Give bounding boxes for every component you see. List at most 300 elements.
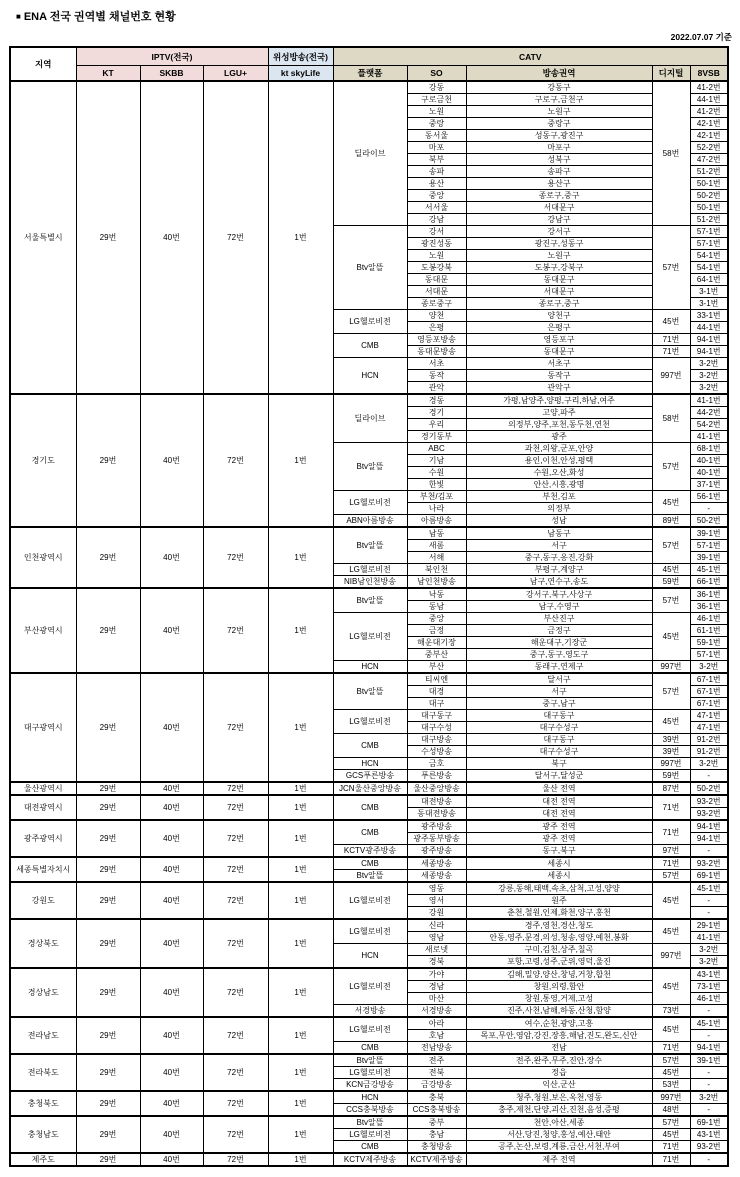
vsb-cell: 50-1번 — [690, 202, 728, 214]
digital-cell: 57번 — [652, 870, 690, 883]
so-cell: 한빛 — [407, 479, 466, 491]
vsb-cell: - — [690, 1005, 728, 1018]
vsb-cell: - — [690, 1067, 728, 1079]
vsb-cell: 3-2번 — [690, 944, 728, 956]
vsb-cell: 52-2번 — [690, 142, 728, 154]
table-row — [10, 394, 728, 407]
platform-cell: HCN — [333, 661, 407, 674]
skylife-channel-cell: 1번 — [268, 782, 333, 795]
header-row-columns — [10, 66, 728, 82]
table-header — [10, 47, 728, 81]
area-cell: 서대문구 — [466, 202, 652, 214]
so-cell: 서서울 — [407, 202, 466, 214]
platform-cell: 서경방송 — [333, 1005, 407, 1018]
area-cell: 세종시 — [466, 870, 652, 883]
table-row — [10, 1091, 728, 1104]
region-cell: 울산광역시 — [10, 782, 76, 795]
skbb-channel-cell: 40번 — [140, 1091, 203, 1116]
area-cell: 안동,영주,문경,의성,청송,영양,예천,봉화 — [466, 932, 652, 944]
vsb-cell: 94-1번 — [690, 346, 728, 358]
col-header-digital: 디지털 — [652, 66, 690, 82]
vsb-cell: 94-1번 — [690, 833, 728, 845]
area-cell: 북구 — [466, 758, 652, 770]
so-cell: 광주방송 — [407, 845, 466, 858]
col-header-skbb: SKBB — [140, 66, 203, 82]
vsb-cell: 41-1번 — [690, 394, 728, 407]
so-cell: 대구 — [407, 698, 466, 710]
digital-cell: 53번 — [652, 1079, 690, 1092]
so-cell: 마포 — [407, 142, 466, 154]
so-cell: 금강방송 — [407, 1079, 466, 1092]
area-cell: 남동구 — [466, 527, 652, 540]
platform-cell: LG헬로비전 — [333, 1129, 407, 1141]
lgu-channel-cell: 72번 — [203, 1153, 268, 1166]
so-cell: 북부 — [407, 154, 466, 166]
skbb-channel-cell: 40번 — [140, 795, 203, 820]
kt-channel-cell: 29번 — [76, 527, 140, 588]
col-header-kt: KT — [76, 66, 140, 82]
so-cell: 가야 — [407, 968, 466, 981]
platform-cell: Btv알뜰 — [333, 1116, 407, 1129]
so-cell: 아라 — [407, 1017, 466, 1030]
so-cell: 경북 — [407, 956, 466, 969]
digital-cell: 73번 — [652, 1005, 690, 1018]
platform-cell: HCN — [333, 758, 407, 770]
platform-cell: KCTV광주방송 — [333, 845, 407, 858]
digital-cell: 57번 — [652, 673, 690, 710]
kt-channel-cell: 29번 — [76, 919, 140, 968]
header-row-groups — [10, 47, 728, 66]
area-cell: 동대문구 — [466, 274, 652, 286]
kt-channel-cell: 29번 — [76, 1153, 140, 1166]
area-cell: 김해,밀양,양산,창녕,거창,합천 — [466, 968, 652, 981]
so-cell: 중부산 — [407, 649, 466, 661]
so-cell: 전남방송 — [407, 1042, 466, 1055]
vsb-cell: 69-1번 — [690, 870, 728, 883]
kt-channel-cell: 29번 — [76, 782, 140, 795]
skbb-channel-cell: 40번 — [140, 919, 203, 968]
area-cell: 노원구 — [466, 250, 652, 262]
area-cell: 전남 — [466, 1042, 652, 1055]
vsb-cell: 39-1번 — [690, 552, 728, 564]
so-cell: 새롬 — [407, 540, 466, 552]
lgu-channel-cell: 72번 — [203, 795, 268, 820]
area-cell: 대구동구 — [466, 710, 652, 722]
platform-cell: LG헬로비전 — [333, 919, 407, 944]
platform-cell: HCN — [333, 358, 407, 395]
region-cell: 대전광역시 — [10, 795, 76, 820]
area-cell: 광주 전역 — [466, 820, 652, 833]
so-cell: 해운대기장 — [407, 637, 466, 649]
so-cell: 충남 — [407, 1129, 466, 1141]
digital-cell: 71번 — [652, 334, 690, 346]
area-cell: 울산 전역 — [466, 782, 652, 795]
lgu-channel-cell: 72번 — [203, 820, 268, 857]
table-row — [10, 968, 728, 981]
skbb-channel-cell: 40번 — [140, 1054, 203, 1091]
platform-cell: CMB — [333, 334, 407, 358]
skylife-channel-cell: 1번 — [268, 882, 333, 919]
vsb-cell: 44-1번 — [690, 322, 728, 334]
area-cell: 종로구,중구 — [466, 298, 652, 310]
so-cell: 동대문방송 — [407, 346, 466, 358]
vsb-cell: 47-2번 — [690, 154, 728, 166]
table-row — [10, 919, 728, 932]
area-cell: 성동구,광진구 — [466, 130, 652, 142]
so-cell: KCTV제주방송 — [407, 1153, 466, 1166]
vsb-cell: 40-1번 — [690, 455, 728, 467]
col-header-platform: 플랫폼 — [333, 66, 407, 82]
area-cell: 의정부 — [466, 503, 652, 515]
so-cell: 전북 — [407, 1067, 466, 1079]
so-cell: 동대전방송 — [407, 808, 466, 821]
digital-cell: 87번 — [652, 782, 690, 795]
digital-cell: 57번 — [652, 1054, 690, 1067]
so-cell: 광주동부방송 — [407, 833, 466, 845]
platform-cell: LG헬로비전 — [333, 310, 407, 334]
so-cell: 송파 — [407, 166, 466, 178]
col-header-catv: CATV — [333, 47, 728, 66]
so-cell: 기남 — [407, 455, 466, 467]
platform-cell: Btv알뜰 — [333, 673, 407, 710]
lgu-channel-cell: 72번 — [203, 527, 268, 588]
area-cell: 중구,남구 — [466, 698, 652, 710]
platform-cell: CMB — [333, 795, 407, 820]
title-bullet-icon: ■ — [16, 12, 21, 21]
so-cell: 대경 — [407, 686, 466, 698]
vsb-cell: 43-1번 — [690, 1129, 728, 1141]
platform-cell: CMB — [333, 857, 407, 870]
area-cell: 춘천,철원,인제,화천,양구,홍천 — [466, 907, 652, 920]
area-cell: 도봉구,강북구 — [466, 262, 652, 274]
skbb-channel-cell: 40번 — [140, 81, 203, 394]
table-row — [10, 1054, 728, 1067]
table-row — [10, 588, 728, 601]
digital-cell: 997번 — [652, 358, 690, 395]
table-row — [10, 527, 728, 540]
so-cell: 마산 — [407, 993, 466, 1005]
col-header-skylife: kt skyLife — [268, 66, 333, 82]
vsb-cell: 41-2번 — [690, 106, 728, 118]
vsb-cell: - — [690, 503, 728, 515]
table-row — [10, 1116, 728, 1129]
vsb-cell: 41-2번 — [690, 81, 728, 94]
vsb-cell: 94-1번 — [690, 1042, 728, 1055]
so-cell: 경남 — [407, 981, 466, 993]
so-cell: 중랑 — [407, 118, 466, 130]
skbb-channel-cell: 40번 — [140, 820, 203, 857]
platform-cell: Btv알뜰 — [333, 1054, 407, 1067]
platform-cell: LG헬로비전 — [333, 968, 407, 1005]
vsb-cell: 42-1번 — [690, 118, 728, 130]
so-cell: 충북 — [407, 1091, 466, 1104]
vsb-cell: 42-1번 — [690, 130, 728, 142]
so-cell: 노원 — [407, 106, 466, 118]
digital-cell: 45번 — [652, 564, 690, 576]
vsb-cell: 47-1번 — [690, 722, 728, 734]
digital-cell: 97번 — [652, 845, 690, 858]
vsb-cell: 3-2번 — [690, 370, 728, 382]
kt-channel-cell: 29번 — [76, 1116, 140, 1153]
vsb-cell: 3-2번 — [690, 382, 728, 395]
table-row — [10, 673, 728, 686]
region-cell: 서울특별시 — [10, 81, 76, 394]
area-cell: 공주,논산,보령,계룡,금산,서천,부여 — [466, 1141, 652, 1154]
area-cell: 중구,동구,옹진,강화 — [466, 552, 652, 564]
area-cell: 강남구 — [466, 214, 652, 226]
so-cell: 신라 — [407, 919, 466, 932]
platform-cell: 딜라이브 — [333, 81, 407, 226]
table-row — [10, 782, 728, 795]
so-cell: 남인천방송 — [407, 576, 466, 589]
area-cell: 충주,제천,단양,괴산,진천,음성,증평 — [466, 1104, 652, 1117]
platform-cell: CMB — [333, 1042, 407, 1055]
area-cell: 중랑구 — [466, 118, 652, 130]
vsb-cell: 93-2번 — [690, 808, 728, 821]
vsb-cell: 91-2번 — [690, 746, 728, 758]
area-cell: 노원구 — [466, 106, 652, 118]
col-header-lgu: LGU+ — [203, 66, 268, 82]
vsb-cell: 43-1번 — [690, 968, 728, 981]
platform-cell: JCN울산중앙방송 — [333, 782, 407, 795]
vsb-cell: 45-1번 — [690, 882, 728, 895]
so-cell: 서대문 — [407, 286, 466, 298]
so-cell: CCS충북방송 — [407, 1104, 466, 1117]
vsb-cell: 3-1번 — [690, 286, 728, 298]
so-cell: 호남 — [407, 1030, 466, 1042]
so-cell: 아름방송 — [407, 515, 466, 528]
vsb-cell: 91-2번 — [690, 734, 728, 746]
vsb-cell: 33-1번 — [690, 310, 728, 322]
so-cell: 남동 — [407, 527, 466, 540]
vsb-cell: 3-2번 — [690, 661, 728, 674]
area-cell: 포항,고령,성주,군위,영덕,울진 — [466, 956, 652, 969]
platform-cell: Btv알뜰 — [333, 870, 407, 883]
vsb-cell: 39-1번 — [690, 527, 728, 540]
table-row — [10, 1017, 728, 1030]
area-cell: 송파구 — [466, 166, 652, 178]
area-cell: 동작구 — [466, 370, 652, 382]
table-row — [10, 820, 728, 833]
area-cell: 천안,아산,세종 — [466, 1116, 652, 1129]
so-cell: 구로금천 — [407, 94, 466, 106]
kt-channel-cell: 29번 — [76, 1017, 140, 1054]
region-cell: 경기도 — [10, 394, 76, 527]
area-cell: 부산진구 — [466, 613, 652, 625]
skylife-channel-cell: 1번 — [268, 1091, 333, 1116]
lgu-channel-cell: 72번 — [203, 1116, 268, 1153]
platform-cell: CMB — [333, 820, 407, 845]
platform-cell: LG헬로비전 — [333, 1067, 407, 1079]
so-cell: 영등포방송 — [407, 334, 466, 346]
so-cell: 중부 — [407, 1116, 466, 1129]
so-cell: 대전방송 — [407, 795, 466, 808]
platform-cell: CMB — [333, 734, 407, 758]
digital-cell: 71번 — [652, 857, 690, 870]
region-cell: 세종특별자치시 — [10, 857, 76, 882]
skylife-channel-cell: 1번 — [268, 1054, 333, 1091]
so-cell: 부산 — [407, 661, 466, 674]
skylife-channel-cell: 1번 — [268, 968, 333, 1017]
area-cell: 대전 전역 — [466, 795, 652, 808]
skylife-channel-cell: 1번 — [268, 527, 333, 588]
area-cell: 관악구 — [466, 382, 652, 395]
area-cell: 서구 — [466, 686, 652, 698]
digital-cell: 71번 — [652, 1042, 690, 1055]
platform-cell: Btv알뜰 — [333, 527, 407, 564]
digital-cell: 58번 — [652, 394, 690, 443]
kt-channel-cell: 29번 — [76, 1054, 140, 1091]
vsb-cell: 68-1번 — [690, 443, 728, 455]
vsb-cell: 93-2번 — [690, 795, 728, 808]
vsb-cell: 47-1번 — [690, 710, 728, 722]
area-cell: 부천,김포 — [466, 491, 652, 503]
area-cell: 가평,남양주,양평,구리,하남,여주 — [466, 394, 652, 407]
so-cell: 티씨엔 — [407, 673, 466, 686]
vsb-cell: 57-1번 — [690, 238, 728, 250]
skylife-channel-cell: 1번 — [268, 919, 333, 968]
area-cell: 대구수성구 — [466, 722, 652, 734]
area-cell: 창원,통영,거제,고성 — [466, 993, 652, 1005]
so-cell: 서해 — [407, 552, 466, 564]
area-cell: 진주,사천,남해,하동,산청,함양 — [466, 1005, 652, 1018]
vsb-cell: 54-1번 — [690, 250, 728, 262]
so-cell: 경기 — [407, 407, 466, 419]
platform-cell: HCN — [333, 1091, 407, 1104]
skbb-channel-cell: 40번 — [140, 857, 203, 882]
region-cell: 인천광역시 — [10, 527, 76, 588]
skbb-channel-cell: 40번 — [140, 782, 203, 795]
so-cell: 우리 — [407, 419, 466, 431]
digital-cell: 71번 — [652, 795, 690, 820]
digital-cell: 58번 — [652, 81, 690, 226]
vsb-cell: 93-2번 — [690, 1141, 728, 1154]
so-cell: 세종방송 — [407, 870, 466, 883]
platform-cell: NIB남인천방송 — [333, 576, 407, 589]
region-cell: 전라남도 — [10, 1017, 76, 1054]
platform-cell: Btv알뜰 — [333, 226, 407, 310]
so-cell: 강동 — [407, 81, 466, 94]
channel-number-table — [9, 46, 729, 1167]
date-note: 2022.07.07 기준 — [670, 32, 732, 42]
area-cell: 청주,청원,보은,옥천,영동 — [466, 1091, 652, 1104]
digital-cell: 45번 — [652, 968, 690, 1005]
area-cell: 서구 — [466, 540, 652, 552]
area-cell: 달서구 — [466, 673, 652, 686]
vsb-cell: 57-1번 — [690, 540, 728, 552]
digital-cell: 45번 — [652, 491, 690, 515]
so-cell: 영서 — [407, 895, 466, 907]
area-cell: 중구,동구,영도구 — [466, 649, 652, 661]
so-cell: 충청방송 — [407, 1141, 466, 1154]
vsb-cell: - — [690, 845, 728, 858]
page-title — [16, 8, 176, 24]
vsb-cell: 67-1번 — [690, 686, 728, 698]
digital-cell: 39번 — [652, 734, 690, 746]
digital-cell: 89번 — [652, 515, 690, 528]
vsb-cell: 46-1번 — [690, 613, 728, 625]
area-cell: 전주,완주,무주,진안,장수 — [466, 1054, 652, 1067]
so-cell: 수원 — [407, 467, 466, 479]
area-cell: 남구,연수구,송도 — [466, 576, 652, 589]
platform-cell: LG헬로비전 — [333, 613, 407, 661]
so-cell: 중앙 — [407, 613, 466, 625]
so-cell: 경기동부 — [407, 431, 466, 443]
vsb-cell: 50-2번 — [690, 515, 728, 528]
area-cell: 의정부,양주,포천,동두천,연천 — [466, 419, 652, 431]
so-cell: 강원 — [407, 907, 466, 920]
area-cell: 서산,당진,청양,홍성,예산,태안 — [466, 1129, 652, 1141]
so-cell: 전주 — [407, 1054, 466, 1067]
so-cell: 새로넷 — [407, 944, 466, 956]
area-cell: 영등포구 — [466, 334, 652, 346]
area-cell: 강동구 — [466, 81, 652, 94]
kt-channel-cell: 29번 — [76, 394, 140, 527]
digital-cell: 45번 — [652, 1067, 690, 1079]
so-cell: 세종방송 — [407, 857, 466, 870]
vsb-cell: 54-2번 — [690, 419, 728, 431]
digital-cell: 57번 — [652, 1116, 690, 1129]
so-cell: 중앙 — [407, 190, 466, 202]
vsb-cell: 37-1번 — [690, 479, 728, 491]
so-cell: 용산 — [407, 178, 466, 190]
table-row — [10, 1153, 728, 1166]
area-cell: 동구,북구 — [466, 845, 652, 858]
skbb-channel-cell: 40번 — [140, 673, 203, 782]
vsb-cell: 44-1번 — [690, 94, 728, 106]
kt-channel-cell: 29번 — [76, 882, 140, 919]
so-cell: 광주방송 — [407, 820, 466, 833]
skylife-channel-cell: 1번 — [268, 673, 333, 782]
vsb-cell: 45-1번 — [690, 564, 728, 576]
vsb-cell: 56-1번 — [690, 491, 728, 503]
area-cell: 마포구 — [466, 142, 652, 154]
skylife-channel-cell: 1번 — [268, 394, 333, 527]
vsb-cell: 45-1번 — [690, 1017, 728, 1030]
digital-cell: 45번 — [652, 310, 690, 334]
platform-cell: CCS충북방송 — [333, 1104, 407, 1117]
vsb-cell: 93-2번 — [690, 857, 728, 870]
vsb-cell: - — [690, 1153, 728, 1166]
area-cell: 정읍 — [466, 1067, 652, 1079]
col-header-iptv: IPTV(전국) — [76, 47, 268, 66]
kt-channel-cell: 29번 — [76, 857, 140, 882]
region-cell: 광주광역시 — [10, 820, 76, 857]
area-cell: 광주 전역 — [466, 833, 652, 845]
lgu-channel-cell: 72번 — [203, 81, 268, 394]
area-cell: 창원,의령,함안 — [466, 981, 652, 993]
kt-channel-cell: 29번 — [76, 820, 140, 857]
area-cell: 대구수성구 — [466, 746, 652, 758]
area-cell: 광진구,성동구 — [466, 238, 652, 250]
region-cell: 전라북도 — [10, 1054, 76, 1091]
lgu-channel-cell: 72번 — [203, 919, 268, 968]
digital-cell: 48번 — [652, 1104, 690, 1117]
digital-cell: 59번 — [652, 770, 690, 783]
platform-cell: LG헬로비전 — [333, 710, 407, 734]
area-cell: 성남 — [466, 515, 652, 528]
vsb-cell: 50-2번 — [690, 190, 728, 202]
so-cell: 강서 — [407, 226, 466, 238]
so-cell: 동서울 — [407, 130, 466, 142]
vsb-cell: 94-1번 — [690, 334, 728, 346]
platform-cell: 딜라이브 — [333, 394, 407, 443]
skylife-channel-cell: 1번 — [268, 1116, 333, 1153]
vsb-cell: 94-1번 — [690, 820, 728, 833]
digital-cell: 997번 — [652, 1091, 690, 1104]
area-cell: 세종시 — [466, 857, 652, 870]
area-cell: 강서구,북구,사상구 — [466, 588, 652, 601]
